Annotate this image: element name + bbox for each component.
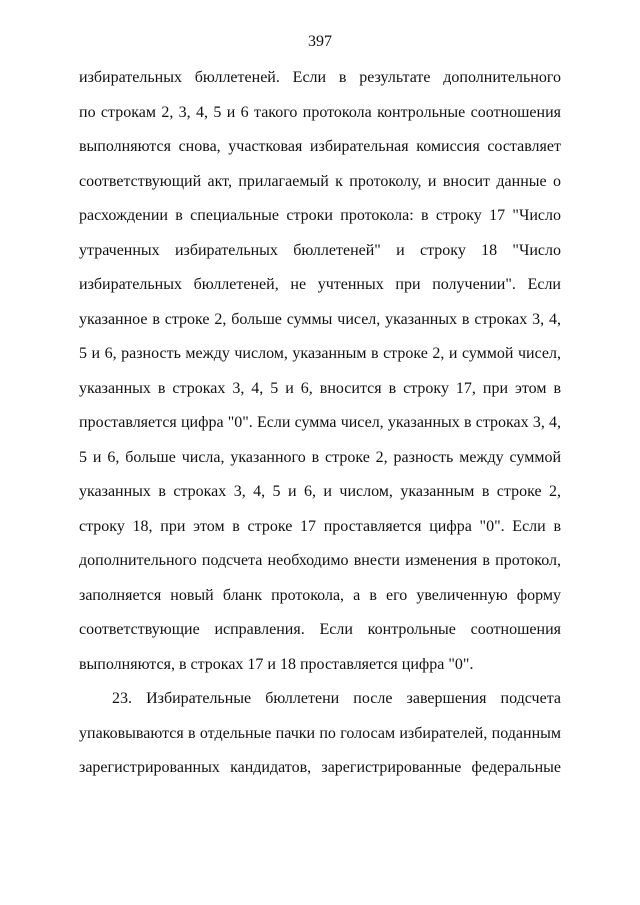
text-line: указанных в строках 3, 4, 5 и 6, вносится в строку 17, при этом в: [79, 379, 561, 397]
text-line: выполняются снова, участковая избирательная комиссия составляет: [79, 138, 561, 155]
paragraph-23: [79, 682, 561, 786]
text-line: избирательных бюллетеней, не учтенных при получении". Если: [79, 276, 561, 293]
text-line: строку 18, при этом в строке 17 проставляется цифра "0". Если в: [79, 517, 561, 535]
text-line: соответствующий акт, прилагаемый к протоколу, и вносит данные о: [79, 172, 561, 190]
text-line: по строкам 2, 3, 4, 5 и 6 такого протокола контрольные соотношения: [79, 103, 561, 121]
text-line: указанное в строке 2, больше суммы чисел, указанных в строках 3, 4,: [79, 310, 561, 328]
text-line: расхождении в специальные строки протокола: в строку 17 "Число: [79, 207, 561, 224]
text-line: 5 и 6, разность между числом, указанным в строке 2, и суммой чисел,: [79, 345, 561, 362]
document-body: [79, 61, 561, 786]
text-line: проставляется цифра "0". Если сумма чисел, указанных в строках 3, 4,: [79, 414, 561, 431]
text-line: дополнительного подсчета необходимо внести изменения в протокол,: [79, 552, 561, 569]
text-line: соответствующие исправления. Если контрольные соотношения: [79, 621, 561, 638]
text-line: упаковываются в отдельные пачки по голосам избирателей, поданным: [79, 724, 561, 742]
text-line: 5 и 6, больше числа, указанного в строке 2, разность между суммой: [79, 448, 561, 466]
text-line: заполняется новый бланк протокола, а в его увеличенную форму: [79, 586, 561, 604]
text-line: выполняются, в строках 17 и 18 проставляется цифра "0".: [79, 655, 474, 673]
text-line: избирательных бюллетеней. Если в результате дополнительного: [79, 69, 561, 86]
text-line: зарегистрированных кандидатов, зарегистрированные федеральные: [79, 759, 561, 776]
text-line: утраченных избирательных бюллетеней" и строку 18 "Число: [79, 241, 561, 259]
page-number: 397: [308, 33, 332, 50]
text-line: указанных в строках 3, 4, 5 и 6, и числом, указанным в строке 2,: [79, 483, 561, 500]
text-line: 23. Избирательные бюллетени после завершения подсчета: [112, 690, 561, 707]
paragraph-continued: [79, 61, 561, 682]
